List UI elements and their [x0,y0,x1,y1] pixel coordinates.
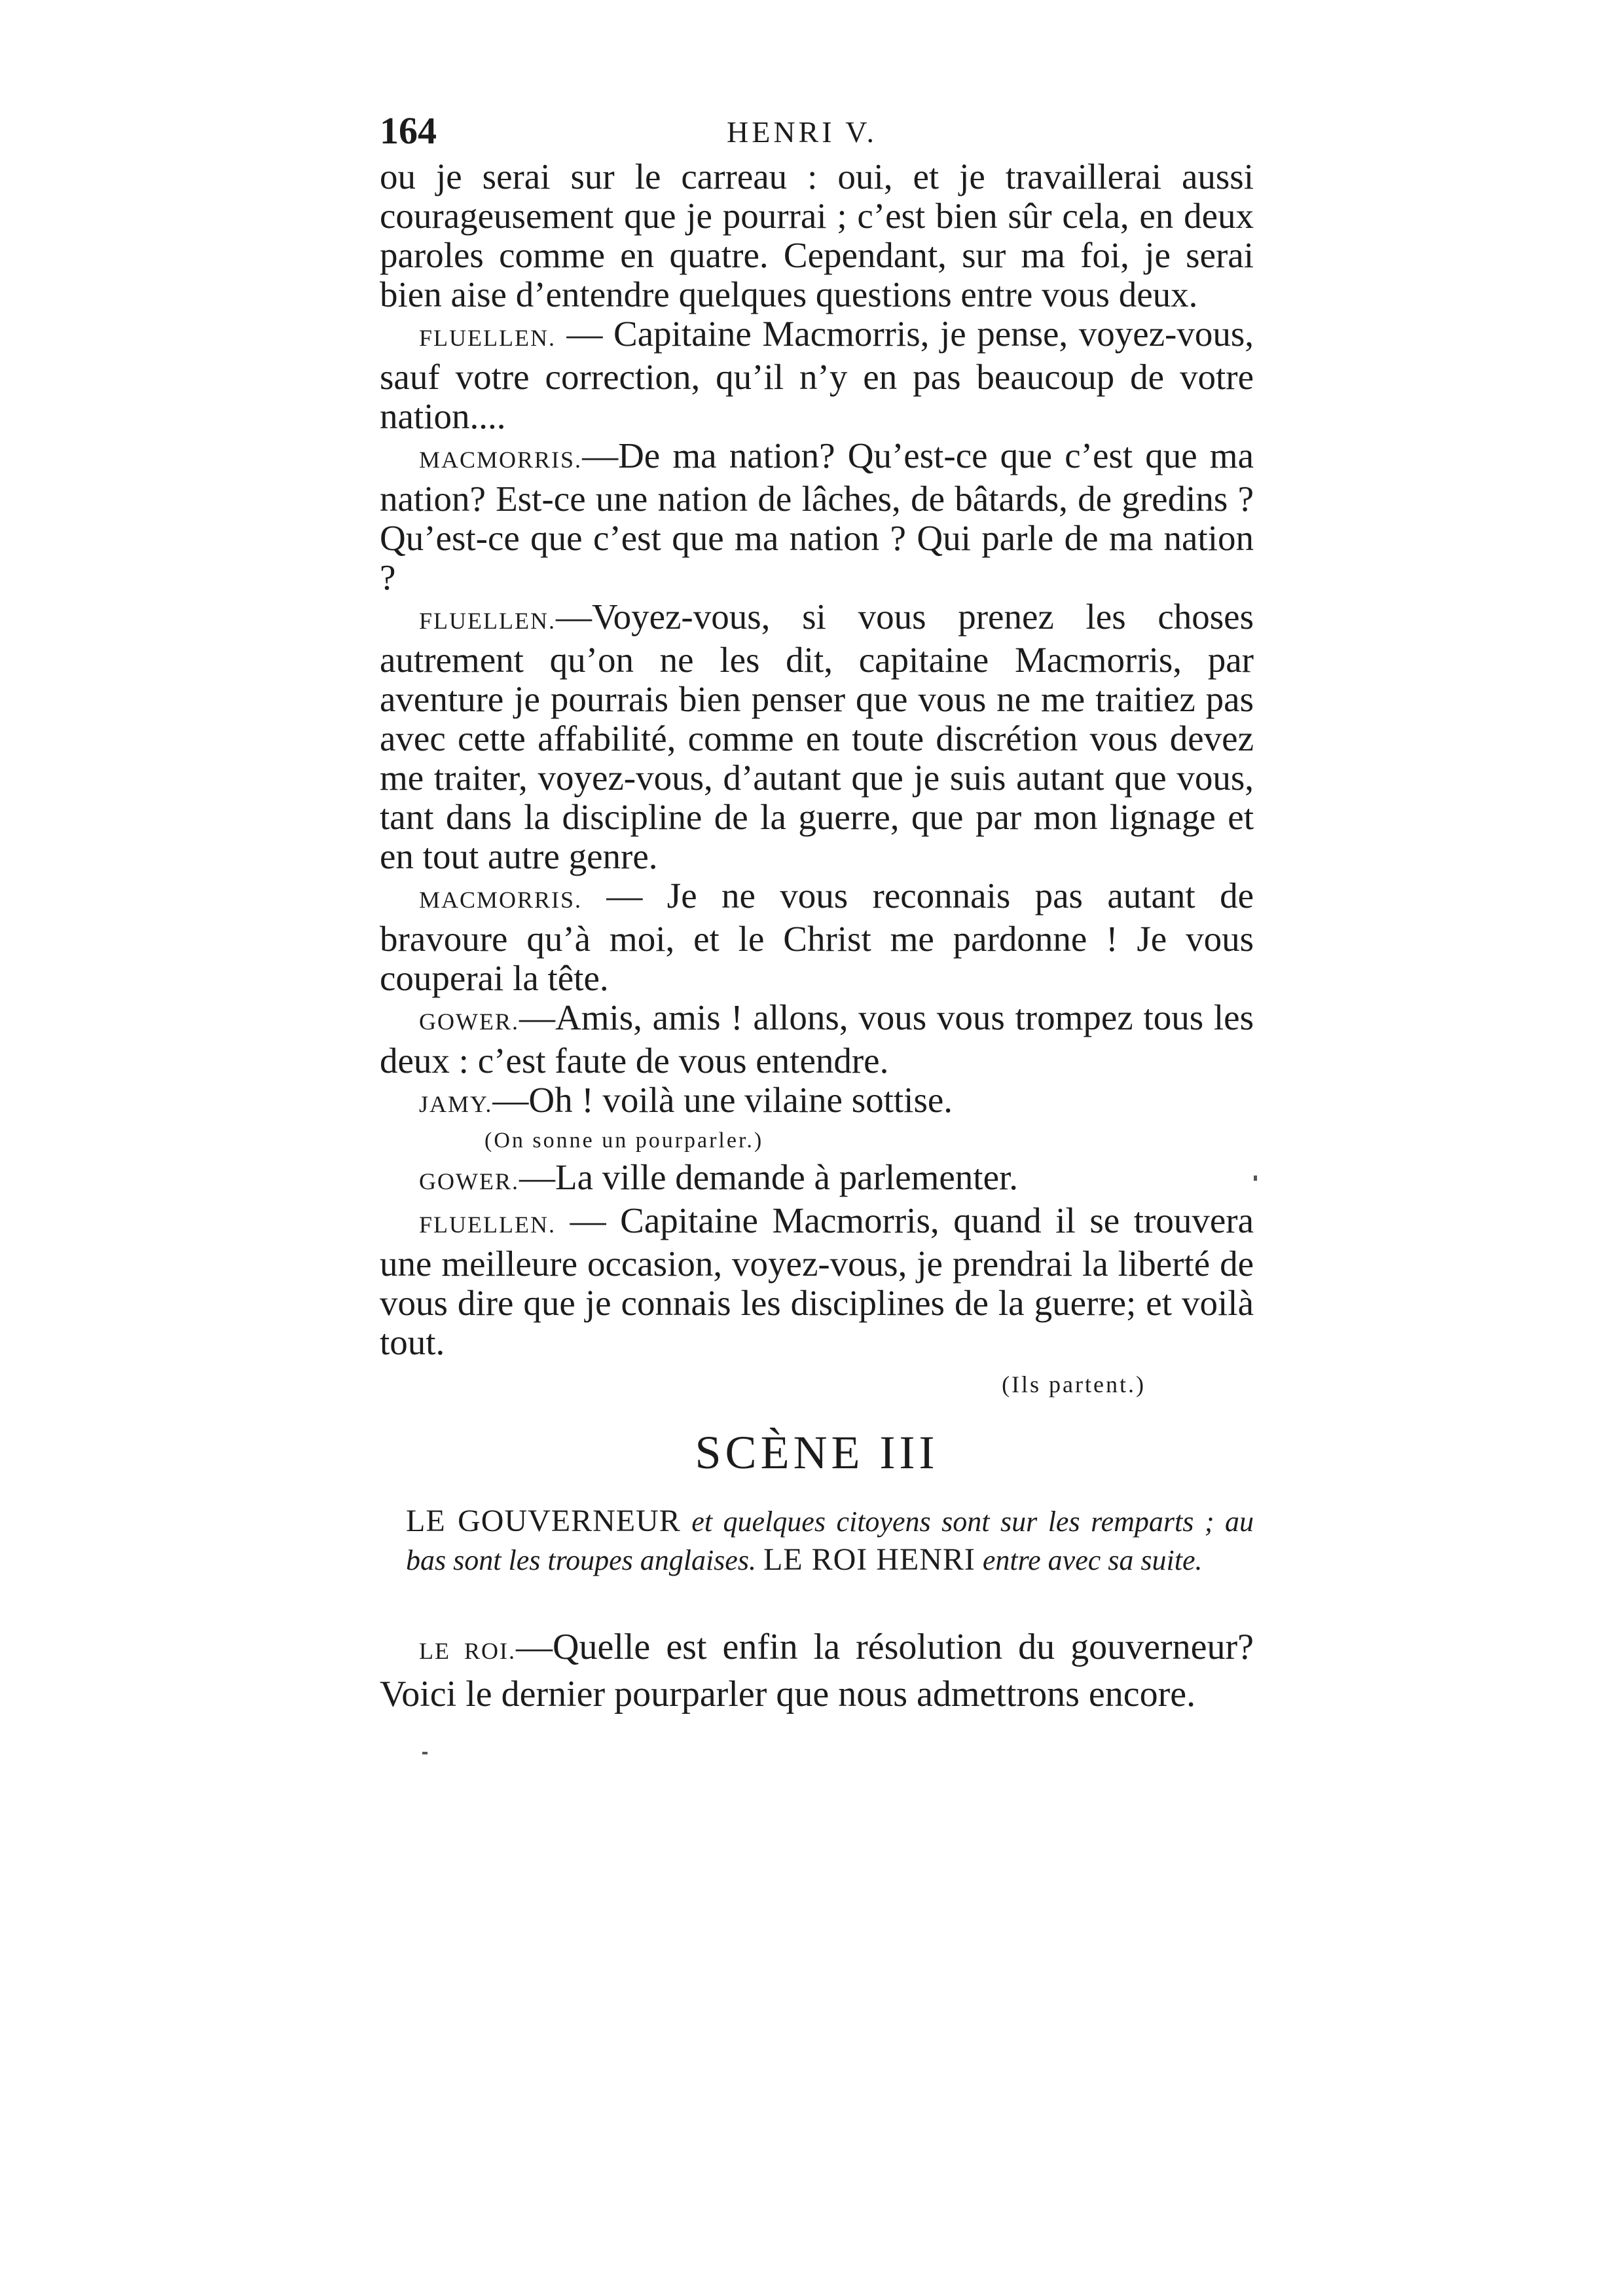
dialogue-paragraph [380,1081,1254,1124]
dialogue-paragraph [380,876,1254,998]
running-title: HENRI V. [727,115,877,149]
speech-text: — Capitaine Macmorris, je pense, voyez-vous, sauf votre correction, qu’il n’y en pas beaucoup de votre nation.... [380,314,1254,436]
speech-text: — Capitaine Macmorris, quand il se trouvera une meilleure occasion, voyez-vous, je prendrai la liberté de vous dire que je connais les disciplines de la guerre; et voilà tout. [380,1200,1254,1362]
running-head [380,98,1254,157]
speech-text: ou je serai sur le carreau : oui, et je travaillerai aussi courageusement que je pourrai ; c’est bien sûr cela, en deux paroles comme en quatre. Cependant, sur ma foi, je serai bien aise d’entendre quelques questions entre vous deux. [380,157,1254,314]
speaker-name: LE ROI. [419,1638,517,1664]
description-text: et quelques citoyens sont sur les remparts ; au bas sont les troupes anglaises. [406,1506,1254,1576]
speaker-name: MACMORRIS. [419,447,583,473]
dialogue-paragraph [380,1158,1254,1201]
speech-text: — Je ne vous reconnais pas autant de bravoure qu’à moi, et le Christ me pardonne ! Je vous couperai la tête. [380,876,1254,998]
scene-heading: SCÈNE III [695,1426,939,1479]
speech-text: —Quelle est enfin la résolution du gouverneur? Voici le dernier pourparler que nous admettrons encore. [380,1627,1254,1714]
scene-description [380,1502,1254,1580]
stray-mark [1254,1176,1257,1181]
speaker-name: FLUELLEN. [419,1212,556,1238]
dialogue-paragraph [380,1201,1254,1362]
speaker-name: MACMORRIS. [419,887,583,913]
dialogue-paragraph [380,1625,1254,1716]
speech-text: —De ma nation? Qu’est-ce que c’est que ma nation? Est-ce une nation de lâches, de bâtards, de gredins ? Qu’est-ce que c’est que ma nation ? Qui parle de ma nation ? [380,435,1254,597]
speech-text: —La ville demande à parlementer. [519,1157,1019,1197]
speaker-name: GOWER. [419,1009,519,1035]
speech-text: —Oh ! voilà une vilaine sottise. [492,1080,953,1120]
page-text-block [380,98,1254,1716]
speech-text: —Amis, amis ! allons, vous vous trompez tous les deux : c’est faute de vous entendre. [380,997,1254,1081]
dialogue-paragraph [380,436,1254,597]
dialogue-paragraph [380,998,1254,1081]
speaker-name: FLUELLEN. [419,608,556,634]
page-number: 164 [380,109,437,152]
speaker-name: FLUELLEN. [419,325,556,351]
character-name: LE GOUVERNEUR [406,1504,681,1538]
speaker-name: GOWER. [419,1168,519,1194]
stage-direction: (On sonne un pourparler.) [484,1128,764,1153]
description-text: entre avec sa suite. [975,1544,1203,1576]
exit-direction: (Ils partent.) [1002,1371,1146,1398]
stray-mark [422,1752,428,1754]
dialogue-paragraph [380,597,1254,876]
character-name: LE ROI HENRI [763,1542,976,1577]
dialogue-paragraph [380,157,1254,314]
speaker-name: JAMY. [419,1091,493,1117]
speech-text: —Voyez-vous, si vous prenez les choses autrement qu’on ne les dit, capitaine Macmorris, par aventure je pourrais bien penser que vous ne me traitiez pas avec cette affabilité, comme en toute discrétion vous devez me traiter, voyez-vous, d’autant que je suis autant que vous, tant dans la discipline de la guerre, que par mon lignage et en tout autre genre. [380,597,1254,876]
dialogue-paragraph [380,314,1254,436]
